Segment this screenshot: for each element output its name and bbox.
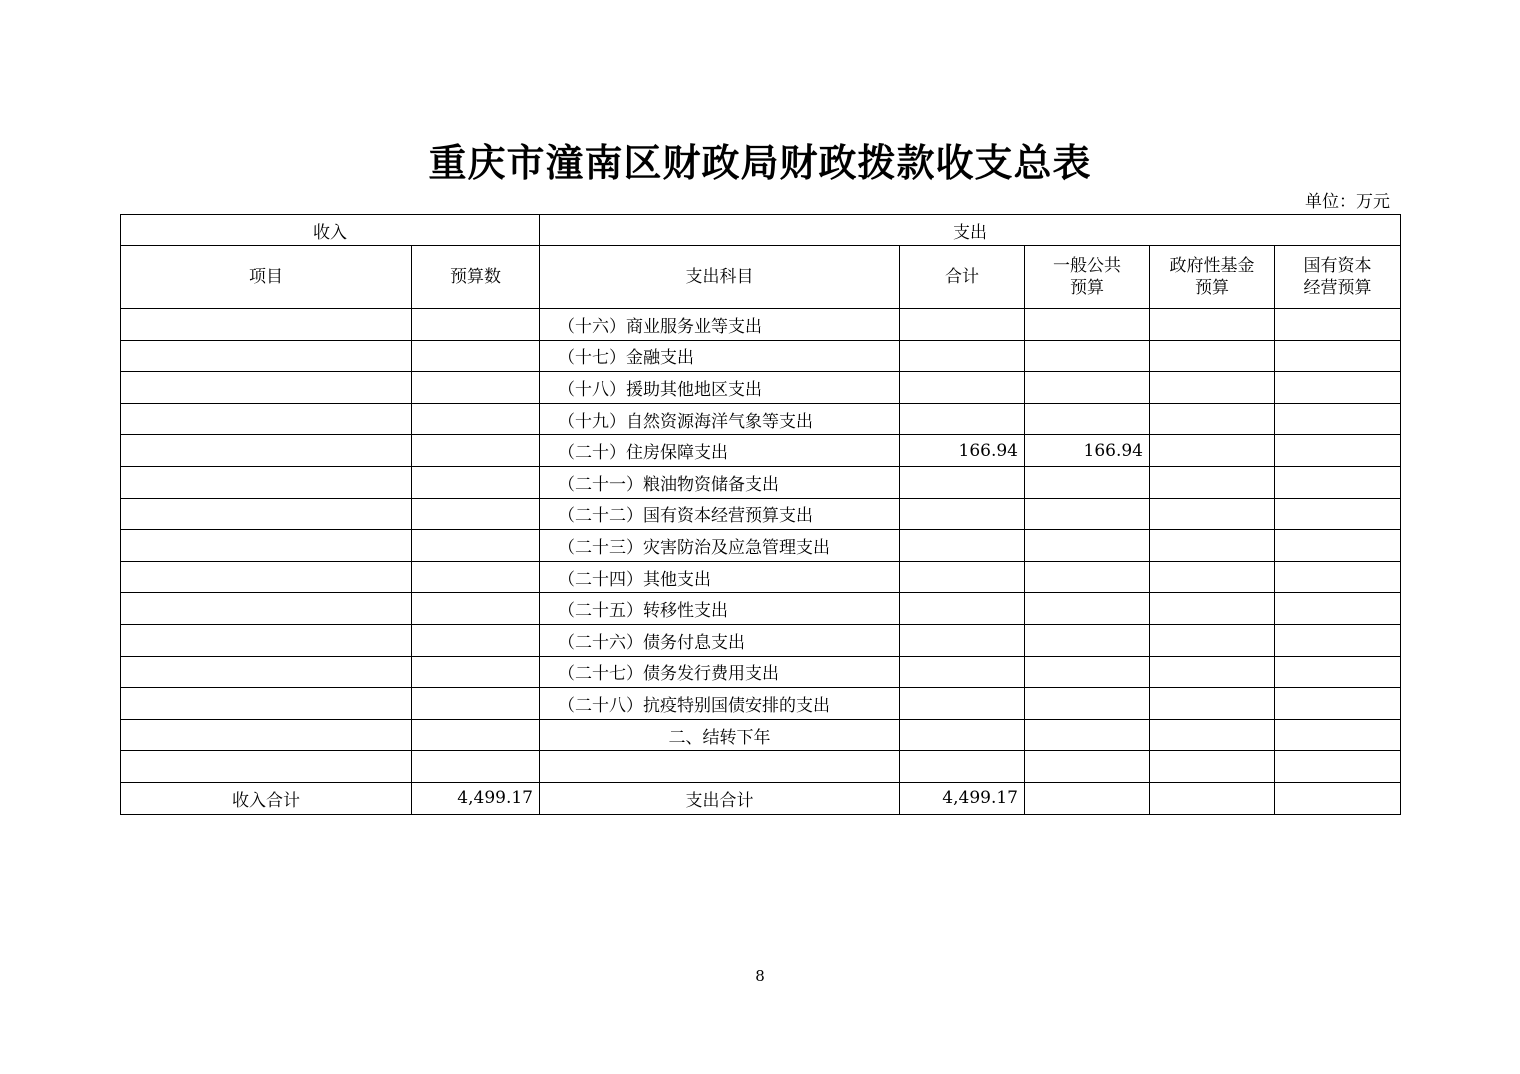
- table-row: [121, 593, 1401, 625]
- expense-state-capital-cell: [1275, 751, 1401, 783]
- table-row: [121, 751, 1401, 783]
- expense-gov-fund-cell: [1150, 435, 1275, 467]
- income-budget-cell: [412, 466, 540, 498]
- income-item-cell: [121, 435, 412, 467]
- gov-fund-header: [1150, 246, 1275, 309]
- expense-state-capital-cell: [1275, 403, 1401, 435]
- expense-general-cell: [1025, 340, 1150, 372]
- state-capital-header-line2: 经营预算: [1303, 278, 1372, 298]
- expense-gov-fund-cell: [1150, 593, 1275, 625]
- expense-state-capital-cell: [1275, 435, 1401, 467]
- table-row: [121, 435, 1401, 467]
- budget-header: 预算数: [412, 246, 540, 309]
- table-row: [121, 340, 1401, 372]
- expense-gov-fund-cell: [1150, 498, 1275, 530]
- expense-subject-cell: [540, 751, 900, 783]
- expense-subject-cell: （二十八）抗疫特别国债安排的支出: [540, 688, 900, 720]
- expense-subject-cell: （十七）金融支出: [540, 340, 900, 372]
- income-item-cell: [121, 561, 412, 593]
- table-row: [121, 530, 1401, 562]
- expense-total-cell: [900, 688, 1025, 720]
- expense-total-cell: [900, 656, 1025, 688]
- income-item-cell: [121, 751, 412, 783]
- totals-row: [121, 782, 1401, 814]
- expense-general-cell: [1025, 530, 1150, 562]
- income-item-cell: [121, 688, 412, 720]
- income-item-cell: [121, 593, 412, 625]
- expense-total-cell: [900, 309, 1025, 341]
- expense-state-capital-cell: [1275, 466, 1401, 498]
- expense-general-cell: [1025, 561, 1150, 593]
- state-capital-header-line1: 国有资本: [1303, 256, 1372, 276]
- income-item-cell: [121, 498, 412, 530]
- expense-total-cell: [900, 498, 1025, 530]
- expense-state-capital-cell: [1275, 340, 1401, 372]
- income-item-cell: [121, 624, 412, 656]
- income-total-label: 收入合计: [121, 782, 412, 814]
- expense-subject-cell: （十八）援助其他地区支出: [540, 372, 900, 404]
- income-header: 收入: [121, 215, 540, 246]
- expense-total-cell: [900, 593, 1025, 625]
- expense-total-cell: [900, 372, 1025, 404]
- income-item-cell: [121, 656, 412, 688]
- expense-state-capital-cell: [1275, 719, 1401, 751]
- income-item-cell: [121, 403, 412, 435]
- income-item-cell: [121, 719, 412, 751]
- general-budget-header: [1025, 246, 1150, 309]
- expense-general-cell: [1025, 466, 1150, 498]
- expense-general-cell: [1025, 751, 1150, 783]
- expense-gov-fund-cell: [1150, 561, 1275, 593]
- expense-gov-fund-cell: [1150, 403, 1275, 435]
- state-capital-header: [1275, 246, 1401, 309]
- income-item-cell: [121, 530, 412, 562]
- table-row: [121, 719, 1401, 751]
- income-budget-cell: [412, 435, 540, 467]
- expense-subject-cell: （二十二）国有资本经营预算支出: [540, 498, 900, 530]
- expense-gov-fund-cell: [1150, 656, 1275, 688]
- income-budget-cell: [412, 403, 540, 435]
- expense-total-value: 4,499.17: [900, 782, 1025, 814]
- item-header: 项目: [121, 246, 412, 309]
- table-row: [121, 309, 1401, 341]
- total-header: 合计: [900, 246, 1025, 309]
- expense-general-cell: [1025, 498, 1150, 530]
- expense-state-capital-cell: [1275, 530, 1401, 562]
- expense-general-cell: [1025, 309, 1150, 341]
- expense-total-cell: [900, 530, 1025, 562]
- expense-total-cell: [900, 751, 1025, 783]
- income-budget-cell: [412, 530, 540, 562]
- expense-general-cell: 166.94: [1025, 435, 1150, 467]
- table-row: [121, 688, 1401, 720]
- fiscal-summary-table: [120, 214, 1401, 815]
- expense-subject-cell: （二十七）债务发行费用支出: [540, 656, 900, 688]
- expense-total-label: 支出合计: [540, 782, 900, 814]
- expense-gov-fund-cell: [1150, 688, 1275, 720]
- expense-gov-fund-cell: [1150, 719, 1275, 751]
- income-budget-cell: [412, 751, 540, 783]
- header-row-sub: [121, 246, 1401, 309]
- expense-state-capital-cell: [1275, 593, 1401, 625]
- expense-subject-cell: （二十）住房保障支出: [540, 435, 900, 467]
- expense-subject-cell: （十六）商业服务业等支出: [540, 309, 900, 341]
- expense-subject-cell: （二十三）灾害防治及应急管理支出: [540, 530, 900, 562]
- total-gov-fund-cell: [1150, 782, 1275, 814]
- expense-state-capital-cell: [1275, 561, 1401, 593]
- expense-subject-cell: （二十五）转移性支出: [540, 593, 900, 625]
- expense-state-capital-cell: [1275, 372, 1401, 404]
- expense-total-cell: [900, 561, 1025, 593]
- expense-general-cell: [1025, 372, 1150, 404]
- expense-subject-cell: （二十一）粮油物资储备支出: [540, 466, 900, 498]
- table-row: [121, 561, 1401, 593]
- table-row: [121, 466, 1401, 498]
- expense-header: 支出: [540, 215, 1401, 246]
- general-budget-header-line1: 一般公共: [1053, 256, 1121, 276]
- total-general-cell: [1025, 782, 1150, 814]
- expense-general-cell: [1025, 719, 1150, 751]
- table-row: [121, 403, 1401, 435]
- income-item-cell: [121, 466, 412, 498]
- expense-state-capital-cell: [1275, 498, 1401, 530]
- income-item-cell: [121, 340, 412, 372]
- expense-general-cell: [1025, 688, 1150, 720]
- income-budget-cell: [412, 498, 540, 530]
- table-row: [121, 498, 1401, 530]
- expense-state-capital-cell: [1275, 656, 1401, 688]
- expense-total-cell: [900, 719, 1025, 751]
- header-row-top: [121, 215, 1401, 246]
- expense-state-capital-cell: [1275, 309, 1401, 341]
- expense-subject-cell: （二十六）债务付息支出: [540, 624, 900, 656]
- expense-subject-cell: 二、结转下年: [540, 719, 900, 751]
- expense-total-cell: 166.94: [900, 435, 1025, 467]
- unit-label: 单位：万元: [1305, 192, 1390, 212]
- income-item-cell: [121, 309, 412, 341]
- income-budget-cell: [412, 372, 540, 404]
- income-budget-cell: [412, 309, 540, 341]
- expense-gov-fund-cell: [1150, 372, 1275, 404]
- total-state-capital-cell: [1275, 782, 1401, 814]
- income-budget-cell: [412, 656, 540, 688]
- income-budget-cell: [412, 340, 540, 372]
- expense-general-cell: [1025, 656, 1150, 688]
- expense-gov-fund-cell: [1150, 340, 1275, 372]
- table-row: [121, 372, 1401, 404]
- expense-general-cell: [1025, 593, 1150, 625]
- expense-total-cell: [900, 624, 1025, 656]
- income-total-value: 4,499.17: [412, 782, 540, 814]
- expense-gov-fund-cell: [1150, 309, 1275, 341]
- income-budget-cell: [412, 688, 540, 720]
- expense-total-cell: [900, 466, 1025, 498]
- income-budget-cell: [412, 561, 540, 593]
- expense-gov-fund-cell: [1150, 530, 1275, 562]
- expense-subject-cell: （二十四）其他支出: [540, 561, 900, 593]
- expense-gov-fund-cell: [1150, 466, 1275, 498]
- expense-general-cell: [1025, 624, 1150, 656]
- expense-total-cell: [900, 340, 1025, 372]
- expense-total-cell: [900, 403, 1025, 435]
- document-title: 重庆市潼南区财政局财政拨款收支总表: [428, 141, 1092, 185]
- expense-gov-fund-cell: [1150, 624, 1275, 656]
- gov-fund-header-line1: 政府性基金: [1169, 256, 1255, 276]
- income-budget-cell: [412, 624, 540, 656]
- income-budget-cell: [412, 593, 540, 625]
- page-number: 8: [755, 967, 765, 985]
- expense-state-capital-cell: [1275, 624, 1401, 656]
- expense-state-capital-cell: [1275, 688, 1401, 720]
- expense-general-cell: [1025, 403, 1150, 435]
- table-row: [121, 656, 1401, 688]
- expense-gov-fund-cell: [1150, 751, 1275, 783]
- gov-fund-header-line2: 预算: [1195, 278, 1229, 298]
- subject-header: 支出科目: [540, 246, 900, 309]
- income-item-cell: [121, 372, 412, 404]
- general-budget-header-line2: 预算: [1070, 278, 1104, 298]
- income-budget-cell: [412, 719, 540, 751]
- expense-subject-cell: （十九）自然资源海洋气象等支出: [540, 403, 900, 435]
- table-row: [121, 624, 1401, 656]
